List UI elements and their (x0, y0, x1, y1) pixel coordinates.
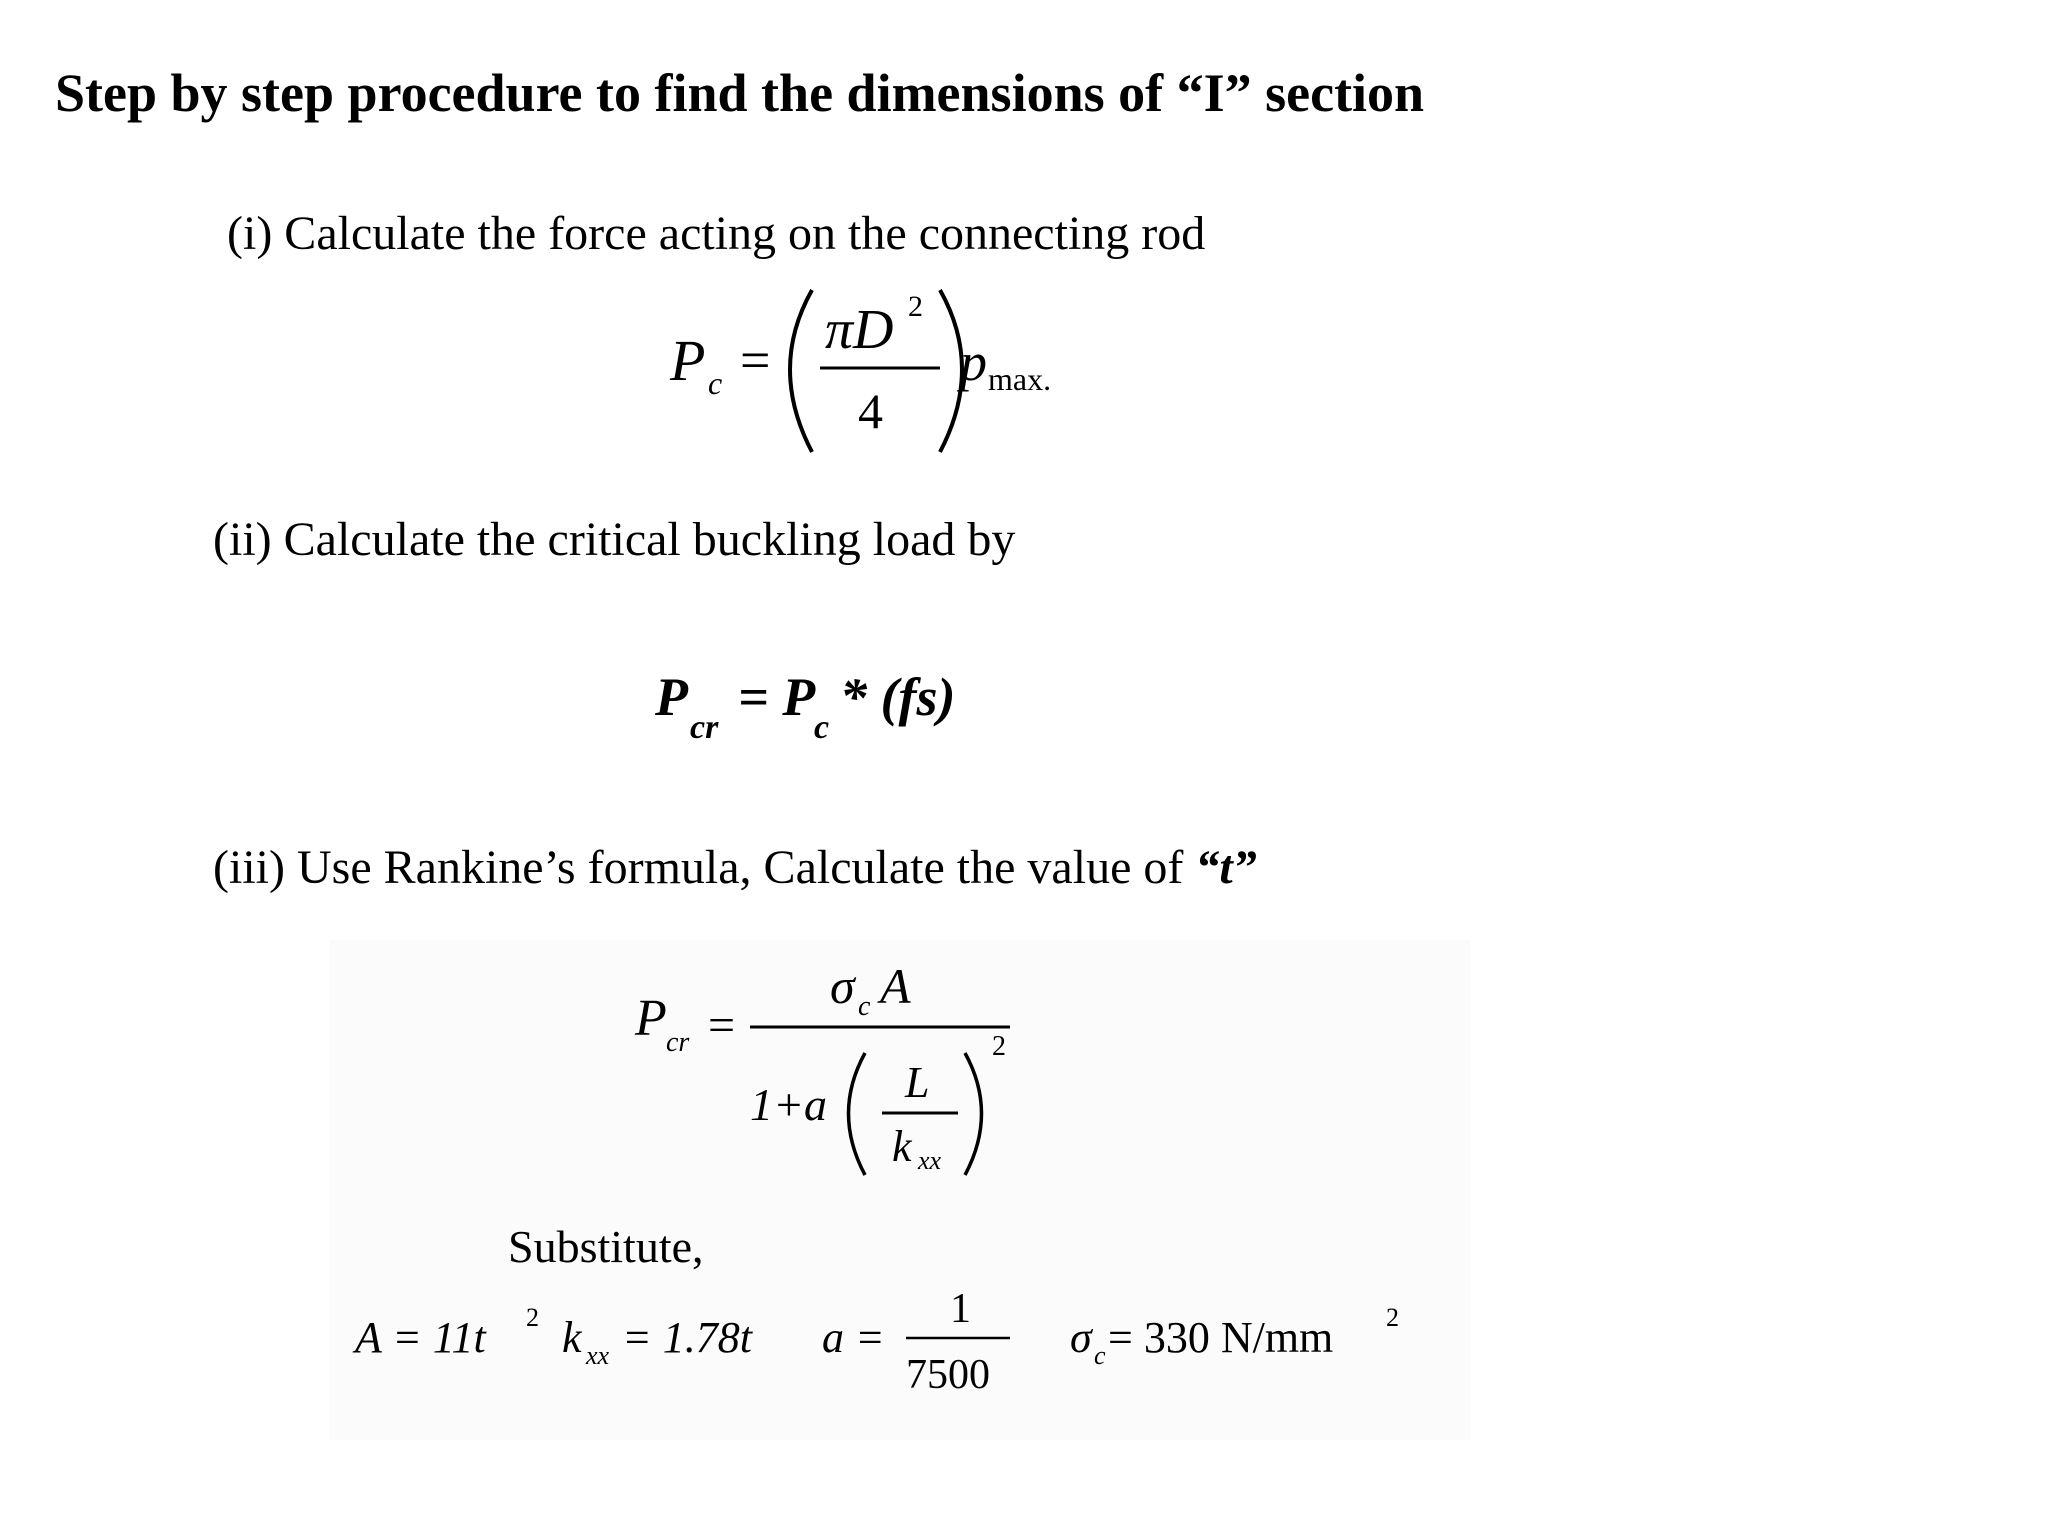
eq1-right-paren (940, 290, 962, 452)
sub-sigma-sub: c (1094, 1341, 1106, 1370)
force-equation (640, 268, 1120, 478)
eq3-exponent: 2 (992, 1031, 1006, 1062)
step-2-label: (ii) Calculate the critical buckling load by (213, 513, 1016, 566)
eq1-lhs: P (670, 328, 706, 393)
eq3-left-paren (849, 1053, 866, 1175)
eq3-equals: = (708, 999, 736, 1052)
step-3-label-text: (iii) Use Rankine’s formula, Calculate the value of (213, 841, 1196, 894)
eq1-denominator: 4 (858, 383, 883, 439)
eq1-lhs-sub: c (708, 365, 723, 401)
step-3-label (213, 840, 1257, 895)
sub-area-exp: 2 (526, 1303, 539, 1332)
substitution-values (350, 1280, 1460, 1410)
critical-load-equation (650, 650, 1070, 760)
sub-a-lhs: a = (822, 1313, 885, 1362)
eq1-equals: = (740, 330, 771, 390)
sub-a-num: 1 (950, 1286, 971, 1332)
eq2-rhs: * (fs) (840, 667, 956, 727)
eq1-left-paren (790, 290, 812, 452)
eq3-inner-num: L (905, 1058, 930, 1107)
step-1-label: (i) Calculate the force acting on the connecting rod (227, 207, 1206, 260)
sub-a-den: 7500 (906, 1352, 990, 1398)
eq3-inner-den: k (892, 1122, 912, 1171)
eq3-den-prefix: 1+a (750, 1079, 828, 1130)
eq3-numerator-sigma: σ (830, 958, 855, 1014)
eq2-lhs-sub: cr (690, 709, 719, 746)
sub-k-rhs: = 1.78t (622, 1313, 752, 1362)
eq3-lhs: P (635, 990, 667, 1047)
eq1-numerator: πD (825, 299, 894, 361)
eq3-inner-den-sub: xx (918, 1146, 942, 1175)
substitute-label: Substitute, (508, 1221, 704, 1272)
sub-k-lhs: k (562, 1313, 582, 1362)
sub-sigma-exp: 2 (1386, 1303, 1399, 1332)
page-title: Step by step procedure to find the dimensions of “I” section (55, 63, 1425, 123)
sub-k-sub: xx (586, 1341, 610, 1370)
sub-sigma-val: = 330 N/mm (1108, 1313, 1334, 1362)
eq2-mid: = P (738, 667, 816, 727)
eq2-lhs: P (655, 667, 688, 727)
step-3-label-variable: “t” (1195, 841, 1257, 894)
eq3-lhs-sub: cr (666, 1027, 690, 1058)
eq3-numerator-sub: c (858, 991, 871, 1022)
eq3-right-paren (965, 1053, 982, 1175)
rankine-formula (620, 955, 1040, 1190)
sub-area-expr: A = 11t (355, 1313, 486, 1362)
eq2-mid-sub: c (814, 709, 830, 746)
eq3-numerator-a: A (880, 958, 911, 1014)
eq1-rhs: p (960, 332, 987, 392)
sub-sigma: σ (1070, 1313, 1092, 1362)
eq1-rhs-sub: max. (988, 361, 1052, 397)
eq1-numerator-sup: 2 (908, 290, 923, 323)
